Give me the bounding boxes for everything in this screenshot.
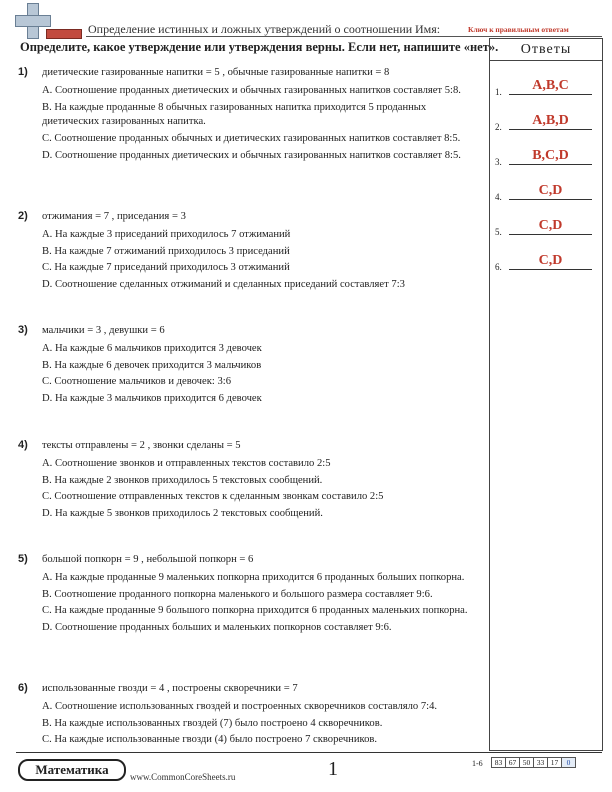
plus-minus-logo-icon xyxy=(14,3,74,43)
question-stem: диетические газированные напитки = 5 , обычные газированные напитки = 8 xyxy=(42,67,390,78)
question-stem: большой попкорн = 9 , небольшой попкорн = 6 xyxy=(42,554,254,565)
page-number: 1 xyxy=(328,758,338,780)
worksheet-title: Определение истинных и ложных утверждений о соотношении xyxy=(88,22,413,36)
question-number: 2) xyxy=(18,210,28,222)
answer-value: C,D xyxy=(538,253,563,268)
score-table xyxy=(492,757,576,768)
score-cell: 17 xyxy=(547,757,562,768)
question-number: 5) xyxy=(18,553,28,565)
score-cell: 67 xyxy=(505,757,520,768)
answer-value: A,B,C xyxy=(532,78,569,93)
question-option: A. На каждые 3 приседаний приходилось 7 отжиманий xyxy=(42,228,291,240)
question-option: A. На каждые 6 мальчиков приходится 3 девочек xyxy=(42,342,262,354)
answer-key-label: Ключ к правильным ответам xyxy=(468,25,569,34)
question-option: C. Соотношение отправленных текстов к сделанным звонкам составило 2:5 xyxy=(42,491,384,503)
score-cell: 33 xyxy=(533,757,548,768)
footer-divider xyxy=(16,752,602,753)
question-number: 4) xyxy=(18,439,28,451)
question-option: C. Соотношение мальчиков и девочек: 3:6 xyxy=(42,376,231,388)
answers-panel xyxy=(489,38,603,751)
question-option: A. Соотношение использованных гвоздей и построенных скворечников составляло 7:4. xyxy=(42,700,438,712)
question-stem: отжимания = 7 , приседания = 3 xyxy=(42,211,186,222)
answer-row xyxy=(490,77,602,99)
answer-value: B,C,D xyxy=(532,148,569,163)
answer-value: A,B,D xyxy=(532,113,569,128)
question-range: 1-6 xyxy=(472,759,483,768)
score-cell: 83 xyxy=(491,757,506,768)
answer-row xyxy=(490,182,602,204)
question-option: B. На каждые 7 отжиманий приходилось 3 приседаний xyxy=(42,245,290,257)
answer-number: 5. xyxy=(495,227,502,237)
question-stem: мальчики = 3 , девушки = 6 xyxy=(42,325,165,336)
answer-line xyxy=(509,199,592,200)
question-option: C. Соотношение проданных обычных и диетических газированных напитков составляет 8:5. xyxy=(42,133,461,145)
question-option: D. Соотношение проданных диетических и обычных газированных напитков составляет 8:5. xyxy=(42,149,461,161)
questions-area xyxy=(16,60,486,752)
answer-line xyxy=(509,269,592,270)
answer-number: 3. xyxy=(495,157,502,167)
question-option: B. На каждые 2 звонков приходилось 5 текстовых сообщений. xyxy=(42,474,323,486)
answer-line xyxy=(509,129,592,130)
answer-row xyxy=(490,252,602,274)
answer-number: 1. xyxy=(495,87,502,97)
header-divider xyxy=(86,36,602,37)
instruction-text: Определите, какое утверждение или утверждения верны. Если нет, напишите «нет». xyxy=(20,40,499,54)
question-option: D. На каждые 3 мальчиков приходится 6 девочек xyxy=(42,393,262,405)
question-stem: использованные гвозди = 4 , построены скворечники = 7 xyxy=(42,683,298,694)
question-option: C. На каждые использованные гвозди (4) было построено 7 скворечников. xyxy=(42,734,378,746)
name-label: Имя: xyxy=(415,22,441,36)
website-link[interactable]: www.CommonCoreSheets.ru xyxy=(130,772,236,782)
question-option: A. Соотношение звонков и отправленных текстов составило 2:5 xyxy=(42,457,331,469)
question-option: A. Соотношение проданных диетических и обычных газированных напитков составляет 5:8. xyxy=(42,84,461,96)
subject-badge: Математика xyxy=(18,759,126,781)
question-number: 3) xyxy=(18,324,28,336)
question-option: B. На каждые 6 девочек приходится 3 мальчиков xyxy=(42,359,262,371)
score-cell: 50 xyxy=(519,757,534,768)
answer-value: C,D xyxy=(538,183,563,198)
answer-number: 6. xyxy=(495,262,502,272)
question-option: B. На каждые проданные 8 обычных газированных напитка приходится 5 проданных диетических газированных напитка. xyxy=(42,101,427,128)
question-stem: тексты отправлены = 2 , звонки сделаны = 5 xyxy=(42,440,241,451)
question-option: A. На каждые проданные 9 маленьких попкорна приходится 6 проданных больших попкорна. xyxy=(42,571,465,583)
question-option: D. На каждые 5 звонков приходилось 2 текстовых сообщений. xyxy=(42,508,323,520)
answer-row xyxy=(490,147,602,169)
question-option: C. На каждые 7 приседаний приходилось 3 отжиманий xyxy=(42,262,290,274)
question-option: D. Соотношение проданных больших и маленьких попкорнов составляет 9:6. xyxy=(42,622,392,634)
answer-line xyxy=(509,164,592,165)
question-option: D. Соотношение сделанных отжиманий и сделанных приседаний составляет 7:3 xyxy=(42,279,405,291)
answer-line xyxy=(509,234,592,235)
answer-line xyxy=(509,94,592,95)
score-cell: 0 xyxy=(561,757,576,768)
question-option: B. На каждые использованных гвоздей (7) было построено 4 скворечников. xyxy=(42,717,383,729)
answer-row xyxy=(490,217,602,239)
question-option: B. Соотношение проданного попкорна маленького и большого размера составляет 9:6. xyxy=(42,588,433,600)
answer-number: 4. xyxy=(495,192,502,202)
question-number: 6) xyxy=(18,682,28,694)
question-option: C. На каждые проданные 9 большого попкорна приходится 6 проданных маленьких попкорна. xyxy=(42,605,468,617)
question-number: 1) xyxy=(18,66,28,78)
answer-number: 2. xyxy=(495,122,502,132)
answers-title: Ответы xyxy=(490,39,602,61)
answer-value: C,D xyxy=(538,218,563,233)
answer-row xyxy=(490,112,602,134)
